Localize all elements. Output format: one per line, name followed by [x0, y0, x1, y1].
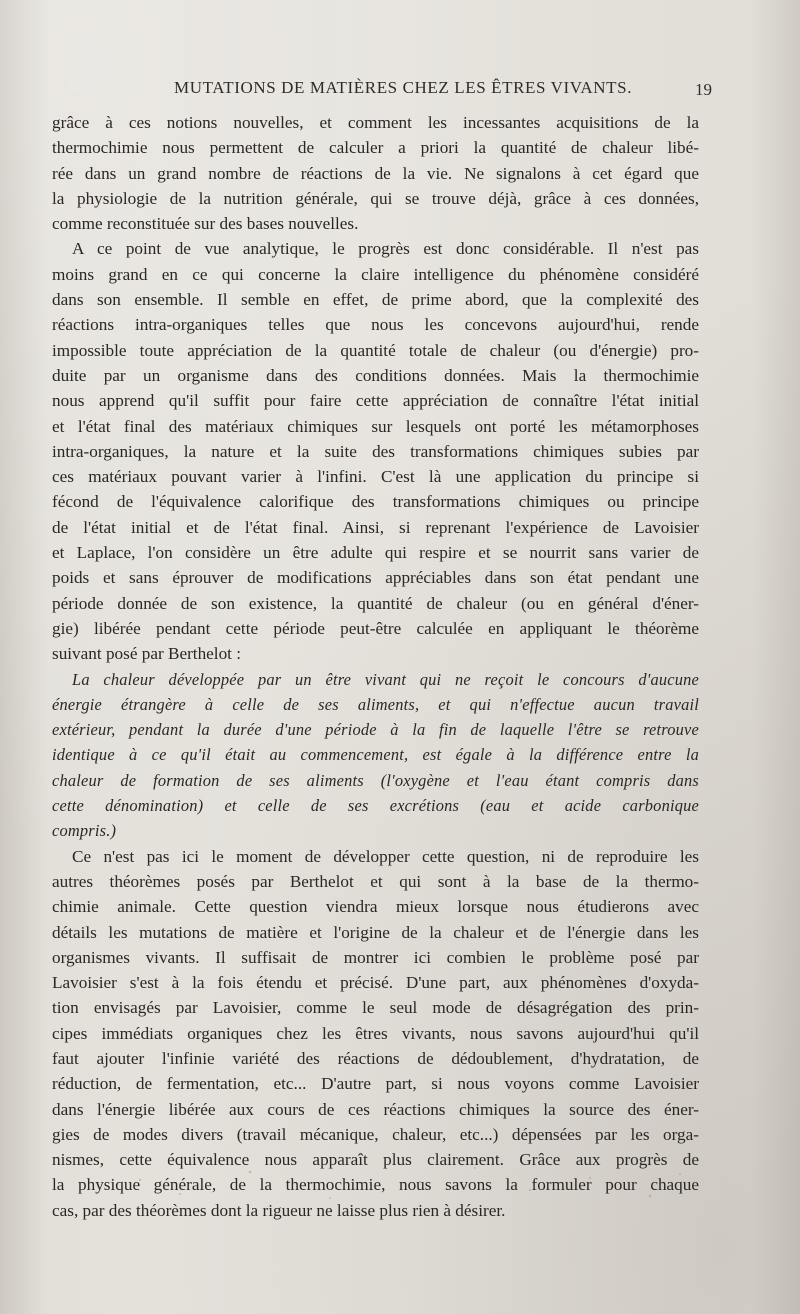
text-line: nous apprend qu'il suffit pour faire cette appréciation de connaître l'état initial: [52, 391, 699, 411]
text-line: ces matériaux pouvant varier à l'infini. C'est là une application du principe si: [52, 467, 699, 487]
text-line: de l'état initial et de l'état final. Ainsi, si reprenant l'expérience de Lavoisier: [52, 517, 699, 537]
quote-line: compris.): [52, 821, 117, 841]
text-line: rée dans un grand nombre de réactions de la vie. Ne signalons à cet égard que: [52, 163, 699, 183]
quote-line: chaleur de formation de ses aliments (l'oxygène et l'eau étant compris dans: [52, 770, 699, 790]
quote-line: extérieur, pendant la durée d'une période à la fin de laquelle l'être se retrouve: [52, 720, 699, 740]
text-line: dans l'énergie libérée aux cours de ces réactions chimiques la source des éner-: [52, 1099, 699, 1119]
bleed-through-marks: [120, 1160, 700, 1210]
text-line: impossible toute appréciation de la quantité totale de chaleur (ou d'énergie) pro-: [52, 340, 699, 360]
quote-line: énergie étrangère à celle de ses aliments, et qui n'effectue aucun travail: [52, 694, 699, 714]
text-line: réactions intra-organiques telles que nous les concevons aujourd'hui, rende: [52, 315, 699, 335]
text-line: duite par un organisme dans des conditions données. Mais la thermochimie: [52, 365, 699, 385]
text-line: période donnée de son existence, la quantité de chaleur (ou en général d'éner-: [52, 593, 699, 613]
text-line: grâce à ces notions nouvelles, et comment les incessantes acquisitions de la: [52, 113, 699, 132]
text-line: faut ajouter l'infinie variété des réactions de dédoublement, d'hydratation, de: [52, 1048, 699, 1068]
running-head: [52, 78, 712, 104]
text-line: et l'état final des matériaux chimiques sur lesquels ont porté les métamorphoses: [52, 416, 699, 436]
text-line: tion envisagés par Lavoisier, comme le seul mode de désagrégation des prin-: [52, 998, 699, 1018]
text-line: cipes immédiats organiques chez les êtres vivants, nous savons aujourd'hui qu'il: [52, 1023, 699, 1043]
text-line: gies de modes divers (travail mécanique, chaleur, etc...) dépensées par les orga-: [52, 1124, 699, 1144]
text-line: A ce point de vue analytique, le progrès est donc considérable. Il n'est pas: [72, 239, 699, 259]
text-line: comme reconstituée sur des bases nouvelles.: [52, 214, 359, 234]
text-line: cas, par des théorèmes dont la rigueur ne laisse plus rien à désirer.: [52, 1200, 506, 1220]
text-line: thermochimie nous permettent de calculer a priori la quantité de chaleur libé-: [52, 138, 699, 158]
page-number: 19: [695, 80, 712, 99]
text-line: poids et sans éprouver de modifications appréciables dans son état pendant une: [52, 568, 699, 588]
text-line: nismes, cette équivalence nous apparaît plus clairement. Grâce aux progrès de: [52, 1150, 699, 1170]
text-line: moins grand en ce qui concerne la claire intelligence du phénomène considéré: [52, 264, 699, 284]
text-line: et Laplace, l'on considère un être adulte qui respire et se nourrit sans varier de: [52, 543, 699, 563]
text-line: détails les mutations de matière et l'origine de la chaleur et de l'énergie dans les: [52, 922, 699, 942]
text-line: Lavoisier s'est à la fois étendu et précisé. D'une part, aux phénomènes d'oxyda-: [52, 973, 699, 993]
text-line: la physiologie de la nutrition générale, qui se trouve déjà, grâce à ces données,: [52, 188, 699, 208]
text-line: chimie animale. Cette question viendra mieux lorsque nous étudierons avec: [52, 897, 699, 917]
text-line: organismes vivants. Il suffisait de montrer ici combien le problème posé par: [52, 947, 699, 967]
text-line: gie) libérée pendant cette période peut-être calculée en appliquant le théorème: [52, 618, 699, 638]
text-line: la physique générale, de la thermochimie, nous savons la formuler pour chaque: [52, 1175, 699, 1195]
text-line: autres théorèmes posés par Berthelot et qui sont à la base de la thermo-: [52, 871, 699, 891]
body-text: [52, 110, 699, 1223]
text-line: fécond de l'équivalence calorifique des transformations chimiques ou principe: [52, 492, 699, 512]
text-line: dans son ensemble. Il semble en effet, de prime abord, que la complexité des: [52, 290, 699, 310]
running-title: MUTATIONS DE MATIÈRES CHEZ LES ÊTRES VIVANTS.: [174, 78, 633, 97]
quote-line: identique à ce qu'il était au commencement, est égale à la différence entre la: [52, 745, 699, 765]
text-line: Ce n'est pas ici le moment de développer cette question, ni de reproduire les: [72, 846, 699, 866]
quote-line: cette dénomination) et celle de ses excrétions (eau et acide carbonique: [52, 796, 699, 816]
text-line: réduction, de fermentation, etc... D'autre part, si nous voyons comme Lavoisier: [52, 1074, 699, 1094]
text-line: intra-organiques, la nature et la suite des transformations chimiques subies par: [52, 441, 699, 461]
text-line: suivant posé par Berthelot :: [52, 644, 242, 664]
quote-line: La chaleur développée par un être vivant qui ne reçoit le concours d'aucune: [72, 669, 699, 689]
